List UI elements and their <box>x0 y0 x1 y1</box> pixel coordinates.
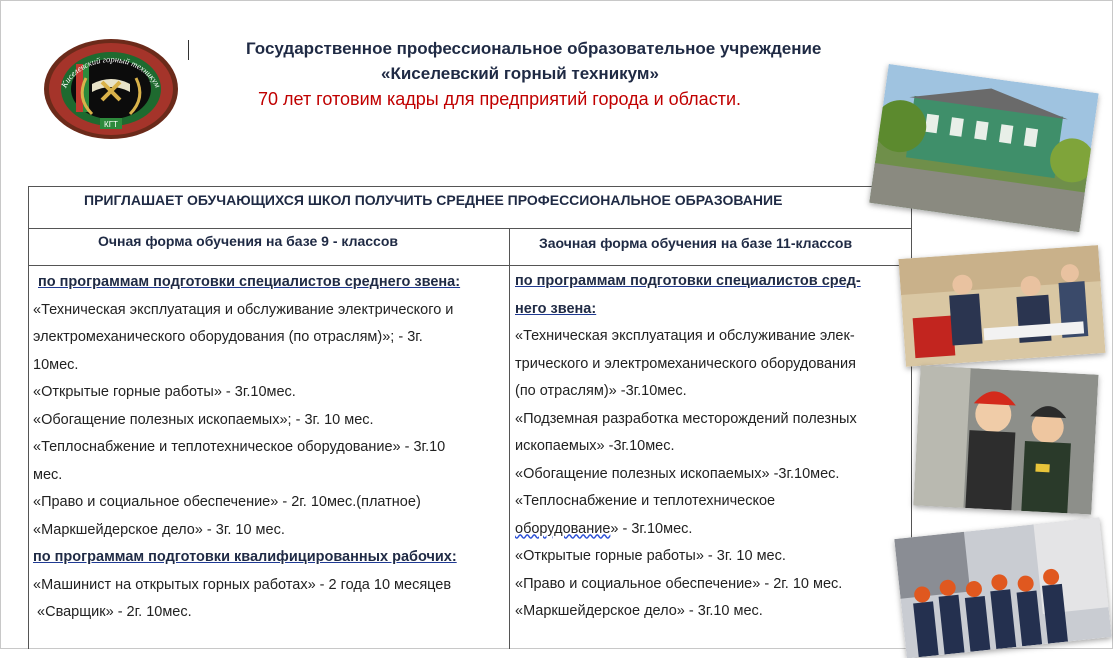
list-item: (по отраслям)» -3г.10мес. <box>515 383 687 399</box>
list-item: «Открытые горные работы» - 3г. 10 мес. <box>515 548 786 564</box>
logo-abbrev: КГТ <box>104 120 118 129</box>
text-cursor <box>188 40 189 60</box>
list-item: «Открытые горные работы» - 3г.10мес. <box>33 384 296 400</box>
list-item: «Маркшейдерское дело» - 3г. 10 мес. <box>33 521 285 538</box>
institution-name: «Киселевский горный техникум» <box>381 64 659 83</box>
right-section-title-part1: по программам подготовки специалистов сред- <box>515 273 861 289</box>
list-item: «Теплоснабжение и теплотехническое <box>515 493 776 509</box>
list-item: «Сварщик» - 2г. 10мес. <box>33 604 192 620</box>
list-item: ископаемых» -3г.10мес. <box>515 438 675 454</box>
slogan: 70 лет готовим кадры для предприятий города и области. <box>258 89 741 109</box>
list-item: 10мес. <box>33 356 79 373</box>
list-item: «Право и социальное обеспечение» - 2г. 10мес.(платное) <box>33 494 421 510</box>
list-item: «Подземная разработка месторождений полезных <box>515 410 857 427</box>
list-item: трического и электромеханического оборудования <box>515 355 856 372</box>
list-item: «Право и социальное обеспечение» - 2г. 10 мес. <box>515 575 843 592</box>
list-item: «Машинист на открытых горных работах» - 2 года 10 месяцев <box>33 576 452 593</box>
left-program-list <box>33 269 509 627</box>
logo-ring-text: Киселевский горный техникум <box>58 54 164 90</box>
spellcheck-word: оборудование <box>515 520 611 537</box>
right-program-list <box>515 268 907 626</box>
left-section-specialists-title: по программам подготовки специалистов среднего звена: <box>38 274 461 290</box>
college-logo <box>42 38 180 140</box>
right-column-header: Заочная форма обучения на базе 11-классов <box>539 235 853 251</box>
left-column-header: Очная форма обучения на базе 9 - классов <box>98 233 398 249</box>
list-item: «Маркшейдерское дело» - 3г.10 мес. <box>515 603 763 619</box>
campus-building-photo <box>869 64 1098 232</box>
institution-type: Государственное профессиональное образовательное учреждение <box>246 39 822 58</box>
invitation-banner: ПРИГЛАШАЕТ ОБУЧАЮЩИХСЯ ШКОЛ ПОЛУЧИТЬ СРЕДНЕЕ ПРОФЕССИОНАЛЬНОЕ ОБРАЗОВАНИЕ <box>84 192 783 208</box>
list-item: «Обогащение полезных ископаемых» -3г.10мес. <box>515 465 840 482</box>
workshop-group-photo <box>894 518 1111 658</box>
list-item: «Обогащение полезных ископаемых»; - 3г. 10 мес. <box>33 411 374 428</box>
list-item: «Теплоснабжение и теплотехническое оборудование» - 3г.10 <box>33 439 446 455</box>
lab-students-photo <box>898 245 1105 367</box>
left-section-workers-title: по программам подготовки квалифицированных рабочих: <box>33 549 457 565</box>
students-hardhats-photo <box>913 365 1098 514</box>
list-item: мес. <box>33 466 63 483</box>
list-item: «Техническая эксплуатация и обслуживание электрического и <box>33 301 454 318</box>
list-item: электромеханического оборудования (по отраслям)»; - 3г. <box>33 329 423 345</box>
list-item: оборудование» - 3г.10мес. <box>515 520 693 537</box>
list-item: «Техническая эксплуатация и обслуживание элек- <box>515 328 855 344</box>
right-section-title-part2: него звена: <box>515 300 597 317</box>
